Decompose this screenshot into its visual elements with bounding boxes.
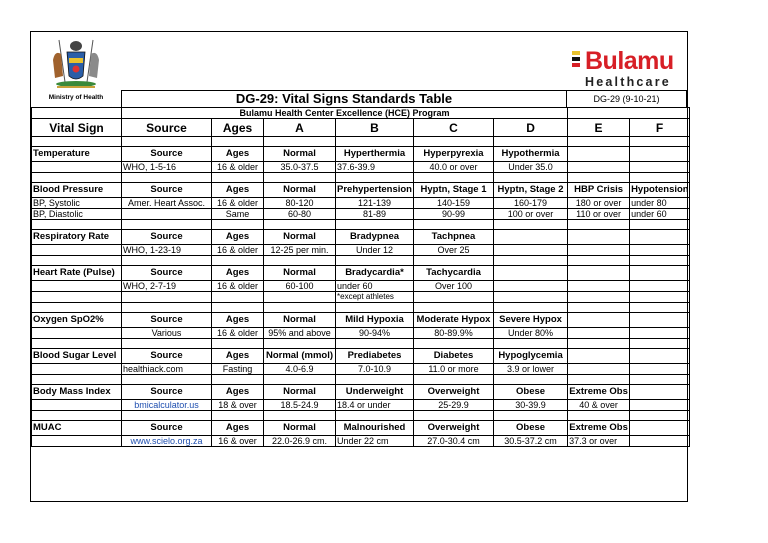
brand-subtitle: Healthcare — [585, 75, 671, 89]
section-name: Respiratory Rate — [32, 230, 122, 245]
table-cell: Under 12 — [336, 245, 414, 256]
table-cell: Same — [212, 209, 264, 220]
section-header-cell: Normal — [264, 266, 336, 281]
table-cell — [122, 209, 212, 220]
table-cell: 16 & over — [212, 436, 264, 447]
table-cell: under 80 — [630, 198, 690, 209]
section-header-cell: Tachpnea — [414, 230, 494, 245]
table-cell: 35.0-37.5 — [264, 162, 336, 173]
section-header-cell: Hypotension — [630, 183, 690, 198]
section-header-cell: Source — [122, 421, 212, 436]
table-row — [32, 292, 690, 303]
document-number: DG-29 (9-10-21) — [567, 90, 687, 107]
brand-name: Bulamu — [585, 47, 674, 75]
table-cell — [630, 364, 690, 375]
table-cell: 40.0 or over — [414, 162, 494, 173]
section-header-cell: Diabetes — [414, 349, 494, 364]
table-cell: 16 & older — [212, 245, 264, 256]
table-cell: 90-99 — [414, 209, 494, 220]
table-cell: 121-139 — [336, 198, 414, 209]
section-header-cell — [630, 385, 690, 400]
table-cell: 25-29.9 — [414, 400, 494, 411]
table-cell: Fasting — [212, 364, 264, 375]
table-cell: 16 & older — [212, 198, 264, 209]
table-cell: BP, Diastolic — [32, 209, 122, 220]
column-header: Ages — [212, 119, 264, 137]
table-cell — [494, 245, 568, 256]
table-cell — [568, 328, 630, 339]
table-cell — [568, 292, 630, 303]
section-header-cell: Source — [122, 313, 212, 328]
section-header-cell: Source — [122, 349, 212, 364]
section-name: Blood Sugar Level — [32, 349, 122, 364]
section-header-cell: Ages — [212, 385, 264, 400]
table-cell: BP, Systolic — [32, 198, 122, 209]
document-title: DG-29: Vital Signs Standards Table — [121, 90, 567, 107]
table-cell — [32, 162, 122, 173]
table-cell — [32, 328, 122, 339]
section-header-cell: Normal — [264, 421, 336, 436]
spacer-row — [32, 339, 690, 349]
section-header-cell: Ages — [212, 313, 264, 328]
table-cell — [568, 162, 630, 173]
section-header-cell: Extreme Obs — [568, 385, 630, 400]
section-header-cell — [630, 230, 690, 245]
table-cell: WHO, 1-23-19 — [122, 245, 212, 256]
table-cell: 12-25 per min. — [264, 245, 336, 256]
table-cell: 18.4 or under — [336, 400, 414, 411]
spacer-row — [32, 411, 690, 421]
table-cell — [414, 292, 494, 303]
table-cell: 30.5-37.2 cm — [494, 436, 568, 447]
table-cell: WHO, 1-5-16 — [122, 162, 212, 173]
table-cell — [32, 281, 122, 292]
section-header-cell: Overweight — [414, 421, 494, 436]
table-cell: 60-100 — [264, 281, 336, 292]
column-header: E — [568, 119, 630, 137]
table-cell: 140-159 — [414, 198, 494, 209]
section-header-cell — [630, 421, 690, 436]
section-header-cell: Hyptn, Stage 2 — [494, 183, 568, 198]
table-cell — [32, 436, 122, 447]
table-cell: Under 80% — [494, 328, 568, 339]
section-header-cell: Normal — [264, 313, 336, 328]
section-header-row — [32, 230, 690, 245]
section-name: MUAC — [32, 421, 122, 436]
table-row — [32, 328, 690, 339]
section-header-cell — [630, 266, 690, 281]
section-name: Blood Pressure — [32, 183, 122, 198]
section-header-cell: Source — [122, 385, 212, 400]
table-cell: 4.0-6.9 — [264, 364, 336, 375]
document-sheet — [30, 31, 688, 502]
section-header-cell: Obese — [494, 421, 568, 436]
section-header-cell: Underweight — [336, 385, 414, 400]
table-cell: 16 & older — [212, 162, 264, 173]
table-row — [32, 245, 690, 256]
section-header-cell: Overweight — [414, 385, 494, 400]
section-header-cell — [494, 230, 568, 245]
table-cell: Under 35.0 — [494, 162, 568, 173]
table-cell: 110 or over — [568, 209, 630, 220]
table-cell: Over 100 — [414, 281, 494, 292]
table-row — [32, 281, 690, 292]
table-cell: 180 or over — [568, 198, 630, 209]
section-header-cell — [568, 266, 630, 281]
section-header-cell — [630, 349, 690, 364]
section-header-cell: Hyperthermia — [336, 147, 414, 162]
section-header-cell: Extreme Obs — [568, 421, 630, 436]
table-cell: 11.0 or more — [414, 364, 494, 375]
table-cell — [568, 281, 630, 292]
section-header-cell: Ages — [212, 230, 264, 245]
table-cell — [630, 400, 690, 411]
section-header-cell: Normal — [264, 385, 336, 400]
table-cell — [630, 281, 690, 292]
table-body — [32, 108, 690, 447]
table-cell: 160-179 — [494, 198, 568, 209]
column-header-row — [32, 119, 690, 137]
table-cell — [494, 292, 568, 303]
section-header-cell: Source — [122, 230, 212, 245]
table-cell: healthiack.com — [122, 364, 212, 375]
table-cell: 16 & older — [212, 328, 264, 339]
section-name: Heart Rate (Pulse) — [32, 266, 122, 281]
column-header: A — [264, 119, 336, 137]
column-header: Vital Sign — [32, 119, 122, 137]
table-cell: Amer. Heart Assoc. — [122, 198, 212, 209]
section-header-cell — [494, 266, 568, 281]
section-header-cell: Bradypnea — [336, 230, 414, 245]
section-header-cell: Ages — [212, 183, 264, 198]
section-header-cell — [568, 230, 630, 245]
spacer-row — [32, 256, 690, 266]
section-header-cell: Prediabetes — [336, 349, 414, 364]
table-row — [32, 400, 690, 411]
table-cell: 3.9 or lower — [494, 364, 568, 375]
table-cell — [32, 400, 122, 411]
section-header-cell: Mild Hypoxia — [336, 313, 414, 328]
section-header-row — [32, 313, 690, 328]
table-cell: under 60 — [630, 209, 690, 220]
section-header-cell: Normal (mmol) — [264, 349, 336, 364]
table-cell — [212, 292, 264, 303]
table-cell — [32, 292, 122, 303]
table-cell: 90-94% — [336, 328, 414, 339]
table-cell: 27.0-30.4 cm — [414, 436, 494, 447]
document-header — [31, 32, 687, 109]
brand-mark-icon — [571, 50, 583, 72]
section-header-cell: Source — [122, 183, 212, 198]
section-header-cell: Ages — [212, 147, 264, 162]
section-header-row — [32, 349, 690, 364]
section-header-cell: Prehypertension — [336, 183, 414, 198]
section-name: Body Mass Index — [32, 385, 122, 400]
table-cell: 37.3 or over — [568, 436, 630, 447]
table-cell: Over 25 — [414, 245, 494, 256]
spacer-row — [32, 173, 690, 183]
section-header-cell — [630, 147, 690, 162]
section-header-row — [32, 421, 690, 436]
program-title: Bulamu Health Center Excellence (HCE) Program — [122, 108, 568, 119]
section-header-cell: Source — [122, 147, 212, 162]
table-cell: 60-80 — [264, 209, 336, 220]
section-header-cell: Hyperpyrexia — [414, 147, 494, 162]
section-header-cell: Severe Hypox — [494, 313, 568, 328]
table-cell: 40 & over — [568, 400, 630, 411]
section-header-cell: Bradycardia* — [336, 266, 414, 281]
table-cell: 16 & older — [212, 281, 264, 292]
section-header-cell — [568, 313, 630, 328]
column-header: C — [414, 119, 494, 137]
table-cell — [630, 328, 690, 339]
table-cell — [568, 245, 630, 256]
spacer-row — [32, 137, 690, 147]
section-name: Temperature — [32, 147, 122, 162]
section-header-cell: Hypoglycemia — [494, 349, 568, 364]
column-header: Source — [122, 119, 212, 137]
section-header-cell: Ages — [212, 421, 264, 436]
section-header-cell: Normal — [264, 183, 336, 198]
table-cell: 30-39.9 — [494, 400, 568, 411]
column-header: F — [630, 119, 690, 137]
table-cell — [32, 245, 122, 256]
table-cell: 18 & over — [212, 400, 264, 411]
table-cell: bmicalculator.us — [122, 400, 212, 411]
table-row — [32, 436, 690, 447]
table-cell — [494, 281, 568, 292]
table-cell — [568, 364, 630, 375]
section-header-row — [32, 266, 690, 281]
table-cell: 80-120 — [264, 198, 336, 209]
table-cell: 100 or over — [494, 209, 568, 220]
section-header-cell — [568, 147, 630, 162]
table-cell: 7.0-10.9 — [336, 364, 414, 375]
table-cell: *except athletes — [336, 292, 414, 303]
section-header-row — [32, 147, 690, 162]
section-header-cell: HBP Crisis — [568, 183, 630, 198]
section-header-cell: Obese — [494, 385, 568, 400]
table-row — [32, 162, 690, 173]
section-header-cell: Tachycardia — [414, 266, 494, 281]
table-cell: under 60 — [336, 281, 414, 292]
table-cell: 18.5-24.9 — [264, 400, 336, 411]
table-cell — [630, 292, 690, 303]
section-header-row — [32, 385, 690, 400]
table-cell — [122, 292, 212, 303]
section-header-cell — [630, 313, 690, 328]
table-cell: 37.6-39.9 — [336, 162, 414, 173]
section-header-cell: Malnourished — [336, 421, 414, 436]
table-cell: 22.0-26.9 cm. — [264, 436, 336, 447]
table-cell — [630, 436, 690, 447]
table-cell — [630, 162, 690, 173]
section-name: Oxygen SpO2% — [32, 313, 122, 328]
table-cell — [32, 364, 122, 375]
ministry-label: Ministry of Health — [48, 94, 104, 101]
section-header-cell: Normal — [264, 147, 336, 162]
table-cell: 80-89.9% — [414, 328, 494, 339]
table-cell: WHO, 2-7-19 — [122, 281, 212, 292]
table-cell — [264, 292, 336, 303]
spacer-row — [32, 303, 690, 313]
table-cell: 81-89 — [336, 209, 414, 220]
section-header-cell: Hyptn, Stage 1 — [414, 183, 494, 198]
column-header: D — [494, 119, 568, 137]
section-header-cell: Source — [122, 266, 212, 281]
vital-signs-table — [31, 107, 690, 447]
column-header: B — [336, 119, 414, 137]
section-header-cell: Ages — [212, 266, 264, 281]
section-header-cell: Ages — [212, 349, 264, 364]
program-row — [32, 108, 690, 119]
section-header-cell: Moderate Hypox — [414, 313, 494, 328]
section-header-row — [32, 183, 690, 198]
table-row — [32, 198, 690, 209]
section-header-cell: Hypothermia — [494, 147, 568, 162]
table-cell: 95% and above — [264, 328, 336, 339]
table-cell — [630, 245, 690, 256]
section-header-cell — [568, 349, 630, 364]
spacer-row — [32, 220, 690, 230]
table-cell: www.scielo.org.za — [122, 436, 212, 447]
table-cell: Various — [122, 328, 212, 339]
section-header-cell: Normal — [264, 230, 336, 245]
spacer-row — [32, 375, 690, 385]
table-cell: Under 22 cm — [336, 436, 414, 447]
table-row — [32, 364, 690, 375]
table-row — [32, 209, 690, 220]
